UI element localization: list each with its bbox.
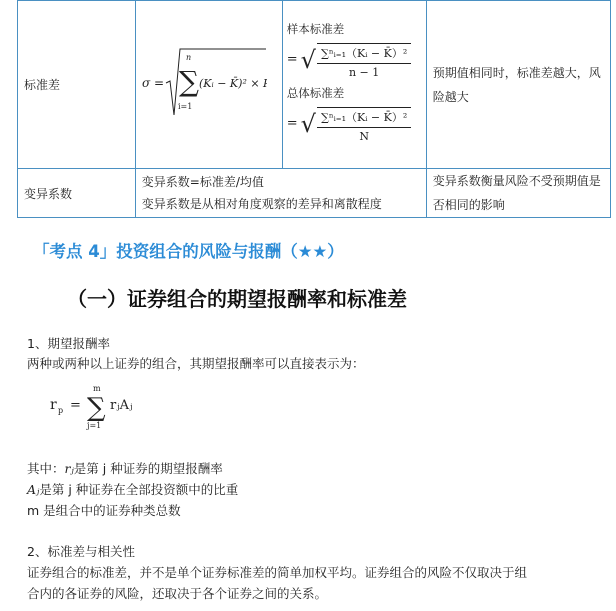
sum-symbol: ∑ [87,393,106,423]
sample-denominator: n − 1 [348,65,380,79]
std-formula-cell [135,1,282,169]
where-line-3: m 是组合中的证券种类总数 [27,503,181,518]
item2-title: 2、标准差与相关性 [27,544,135,559]
equals-sign: = [286,52,298,67]
sum-lower-limit: i=1 [177,102,193,111]
radical-sign: √ [300,109,316,138]
cv-definition-line1: 变异系数=标准差/均值 [141,175,264,189]
where-line-1: 其中：rⱼ是第 j 种证券的期望报酬率 [27,461,223,476]
section-heading: （一）证券组合的期望报酬率和标准差 [67,287,407,311]
cv-definition-line2: 变异系数是从相对角度观察的差异和离散程度 [141,197,382,211]
cv-definition-cell [135,169,426,218]
sample-std-label: 样本标准差 [286,21,345,36]
radical-sign: √ [300,45,316,74]
sum-symbol: ∑ [178,65,199,98]
population-numerator: ∑ⁿᵢ₌₁（Kᵢ − K̄）² [320,110,408,124]
std-variants-cell [282,1,426,169]
equals-sign: = [286,116,298,131]
population-std-formula [287,105,422,143]
sum-upper-limit: m [93,384,101,393]
item2-line-1: 证券组合的标准差，并不是单个证券标准差的简单加权平均。证券组合的风险不仅取决于组 [27,565,528,580]
std-description: 预期值相同时，标准差越大，风险越大 [426,1,610,169]
row-label-std: 标准差 [18,1,136,169]
item1-title: 1、期望报酬率 [27,336,110,351]
sample-numerator: ∑ⁿᵢ₌₁（Kᵢ − K̄）² [320,46,408,60]
population-fraction [317,107,411,143]
item1-intro: 两种或两种以上证券的组合，其期望报酬率可以直接表示为： [27,356,365,371]
rp-subscript: p [58,406,64,415]
population-denominator: N [359,129,369,143]
sample-fraction [317,43,411,79]
kaodian-heading: 「考点 4」投资组合的风险与报酬（★★） [33,242,344,261]
sigma-symbol: σ = [141,76,164,90]
population-std-label: 总体标准差 [286,85,345,100]
rp-symbol: r [50,397,57,413]
item2-line-2: 合内的各证券的风险，还取决于各个证券之间的关系。 [27,586,328,601]
table-row [18,169,611,218]
cv-description: 变异系数衡量风险不受预期值是否相同的影响 [426,169,610,218]
sample-std-formula [287,41,422,79]
sum-upper-limit: n [185,53,191,62]
formula-body: (Kᵢ − K̄)² × Pᵢ [198,77,267,90]
expected-return-formula [50,383,160,433]
where-line-2: Aⱼ是第 j 种证券在全部投资额中的比重 [27,482,239,497]
sum-lower-limit: j=1 [87,421,102,430]
row-label-cv: 变异系数 [18,169,136,218]
formula-body: rⱼAⱼ [110,398,133,413]
risk-measure-table [17,0,611,218]
std-deviation-formula [142,43,267,123]
table-row [18,1,611,169]
equals-sign: = [70,398,81,413]
